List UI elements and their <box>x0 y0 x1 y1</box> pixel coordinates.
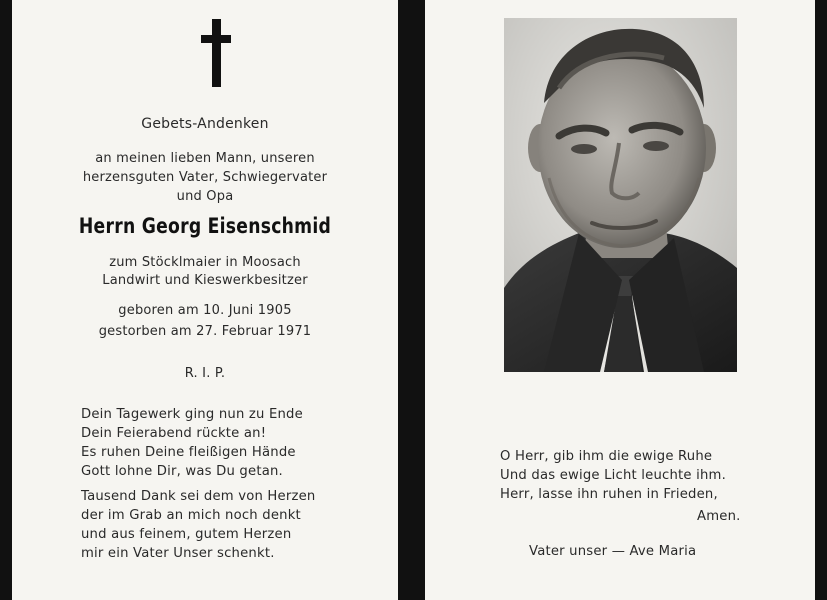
poem-line: Dein Tagewerk ging nun zu Ende <box>81 407 303 422</box>
left-edge <box>0 0 12 600</box>
memorial-card-text-panel <box>12 0 398 600</box>
rip-text: R. I. P. <box>184 366 226 381</box>
prayer-line-3: Herr, lasse ihn ruhen in Frieden, <box>500 487 718 502</box>
center-gap <box>398 0 425 600</box>
closing-text: Vater unser — Ave Maria <box>529 544 697 559</box>
dedication-line-1: an meinen lieben Mann, unseren <box>95 151 315 166</box>
portrait-photo <box>504 18 737 372</box>
death-date: gestorben am 27. Februar 1971 <box>98 324 312 339</box>
poem-stanza-2 <box>81 487 315 563</box>
right-edge <box>815 0 827 600</box>
poem-stanza-1 <box>81 405 303 481</box>
card-header: Gebets-Andenken <box>141 116 269 132</box>
birth-date: geboren am 10. Juni 1905 <box>118 303 292 318</box>
poem-line: Gott lohne Dir, was Du getan. <box>81 464 283 479</box>
poem-line: Dein Feierabend rückte an! <box>81 426 267 441</box>
dedication-line-2: herzensguten Vater, Schwiegervater <box>82 170 328 185</box>
memorial-card-photo-panel <box>425 0 815 600</box>
poem-line: Tausend Dank sei dem von Herzen <box>81 489 316 504</box>
amen-text: Amen. <box>697 509 741 524</box>
deceased-name: Herrn Georg Eisenschmid <box>78 214 332 238</box>
cross-icon <box>201 19 231 87</box>
poem-line: Es ruhen Deine fleißigen Hände <box>81 445 296 460</box>
dedication-line-3: und Opa <box>176 189 234 204</box>
prayer-line-1: O Herr, gib ihm die ewige Ruhe <box>500 449 713 464</box>
poem-line: und aus feinem, gutem Herzen <box>81 527 292 542</box>
description-line-1: zum Stöcklmaier in Moosach <box>109 255 301 270</box>
poem-line: der im Grab an mich noch denkt <box>81 508 301 523</box>
poem-line: mir ein Vater Unser schenkt. <box>81 546 275 561</box>
description-line-2: Landwirt und Kieswerkbesitzer <box>102 273 308 288</box>
prayer-line-2: Und das ewige Licht leuchte ihm. <box>500 468 726 483</box>
